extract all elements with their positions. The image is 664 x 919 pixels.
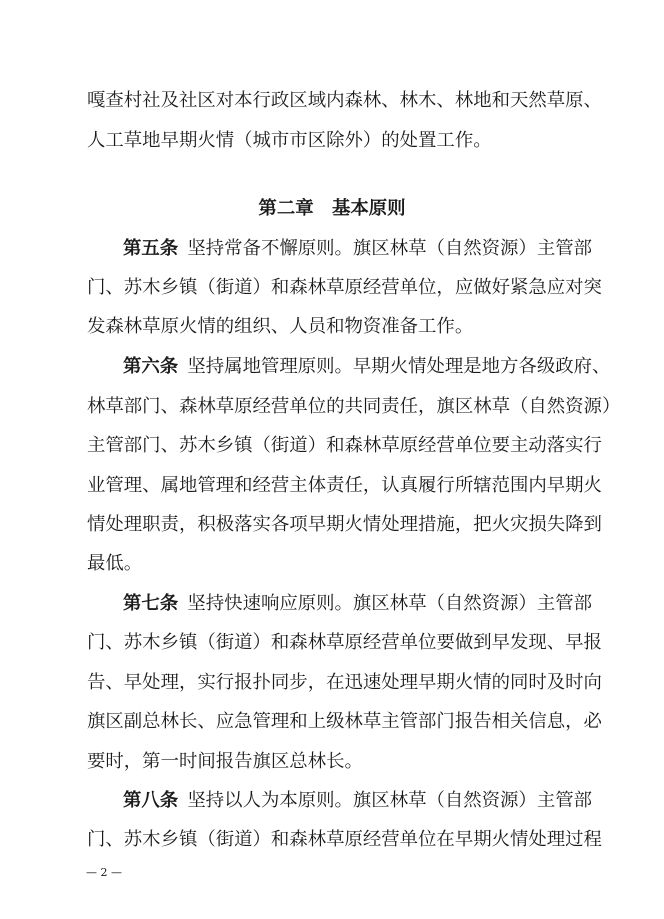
article-6-line-2: 林草部门、森林草原经营单位的共同责任，旗区林草（自然资源） (87, 396, 621, 417)
article-5-line-2: 门、苏木乡镇（街道）和森林草原经营单位，应做好紧急应对突 (87, 277, 602, 298)
article-5-text: 坚持常备不懈原则。旗区林草（自然资源）主管部 (187, 238, 592, 259)
article-6-line-3: 主管部门、苏木乡镇（街道）和森林草原经营单位要主动落实行 (87, 435, 602, 456)
article-7-first-line (123, 592, 592, 616)
article-6-line-6: 最低。 (87, 553, 143, 574)
article-8-text: 坚持以人为本原则。旗区林草（自然资源）主管部 (187, 790, 592, 811)
article-5-label: 第五条 (123, 238, 179, 259)
article-8-first-line (123, 789, 592, 813)
article-5-first-line (123, 237, 592, 261)
article-6-line-4: 业管理、属地管理和经营主体责任，认真履行所辖范围内早期火 (87, 475, 602, 496)
article-7-line-5: 要时，第一时间报告旗区总林长。 (87, 751, 363, 772)
intro-line-1: 嘎查村社及社区对本行政区域内森林、林木、林地和天然草原、 (87, 90, 602, 111)
article-6-first-line (123, 355, 611, 379)
page-number: — 2 — (86, 866, 122, 879)
article-6-line-5: 情处理职责，积极落实各项早期火情处理措施，把火灾损失降到 (87, 514, 602, 535)
article-7-line-2: 门、苏木乡镇（街道）和森林草原经营单位要做到早发现、早报 (87, 632, 602, 653)
article-7-text: 坚持快速响应原则。旗区林草（自然资源）主管部 (187, 593, 592, 614)
article-7-line-4: 旗区副总林长、应急管理和上级林草主管部门报告相关信息，必 (87, 711, 602, 732)
article-6-label: 第六条 (123, 356, 179, 377)
article-5-line-3: 发森林草原火情的组织、人员和物资准备工作。 (87, 316, 474, 337)
intro-line-2: 人工草地早期火情（城市市区除外）的处置工作。 (87, 130, 492, 151)
article-8-label: 第八条 (123, 790, 179, 811)
article-8-line-2: 门、苏木乡镇（街道）和森林草原经营单位在早期火情处理过程 (87, 829, 602, 850)
chapter-title: 第二章 基本原则 (258, 198, 406, 219)
article-6-text: 坚持属地管理原则。早期火情处理是地方各级政府、 (187, 356, 611, 377)
article-7-line-3: 告、早处理，实行报扑同步，在迅速处理早期火情的同时及时向 (87, 672, 602, 693)
article-7-label: 第七条 (123, 593, 179, 614)
